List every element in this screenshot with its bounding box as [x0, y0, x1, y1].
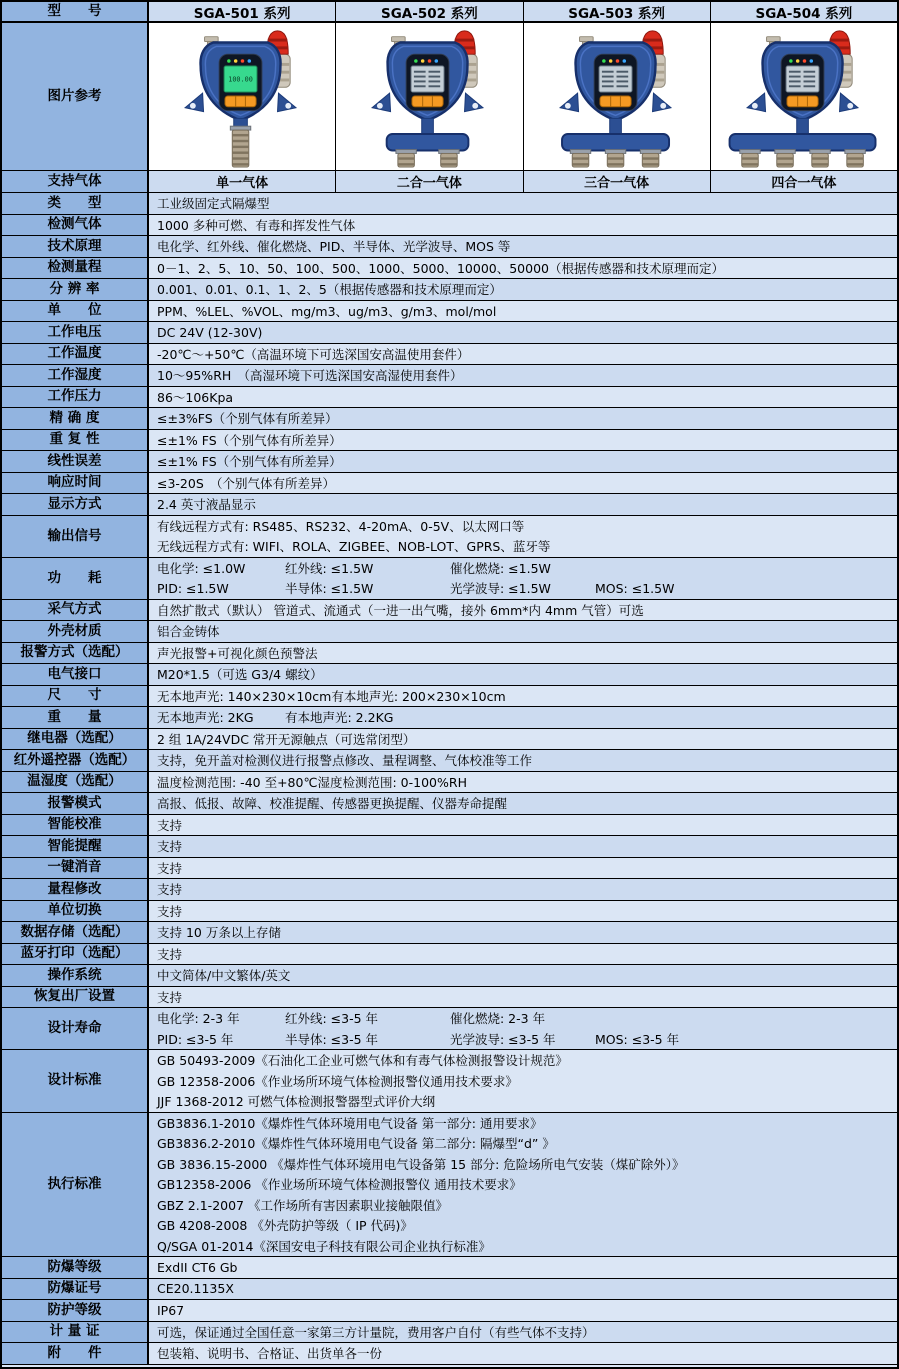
value-segment: 支持 10 万条以上存储 [157, 925, 281, 941]
row-value [149, 922, 897, 943]
value-segment: 包装箱、说明书、合格证、出货单各一份 [157, 1346, 383, 1362]
row-label: 防护等级 [2, 1300, 149, 1321]
row-value [149, 387, 897, 408]
value-segment: 温度检测范围: -40 至+80℃ [157, 774, 318, 790]
row-value [149, 1113, 897, 1257]
spec-row [2, 664, 897, 686]
product-image-SGA-502 [336, 23, 523, 170]
value-segment: 支持 [157, 903, 183, 919]
spec-row [2, 408, 897, 430]
value-segment: 光学波导: ≤1.5W [450, 581, 551, 597]
spec-row [2, 322, 897, 344]
image-reference-row [2, 23, 897, 171]
model-header-cells [149, 2, 897, 21]
value-segment: 声光报警+可视化颜色预警法 [157, 645, 318, 661]
row-value [149, 879, 897, 900]
row-label: 工作压力 [2, 387, 149, 408]
value-line [157, 1091, 897, 1112]
value-line [157, 1133, 897, 1154]
row-value [149, 621, 897, 642]
spec-row [2, 729, 897, 751]
row-label: 计 量 证 [2, 1322, 149, 1343]
value-segment: 电化学: 2-3 年 [157, 1011, 240, 1027]
row-value [149, 643, 897, 664]
row-label: 电气接口 [2, 664, 149, 685]
value-segment: GB 12358-2006《作业场所环境气体检测报警仪通用技术要求》 [157, 1073, 518, 1089]
value-segment: GB3836.2-2010《爆炸性气体环境用电气设备 第二部分: 隔爆型“d” 》 [157, 1136, 555, 1152]
value-segment: GB 4208-2008 《外壳防护等级（ IP 代码)》 [157, 1218, 413, 1234]
value-segment: 支持 [157, 839, 183, 855]
row-value [149, 793, 897, 814]
svg-text:100.00: 100.00 [228, 74, 253, 83]
value-line [157, 1050, 897, 1071]
value-segment: DC 24V (12-30V) [157, 324, 263, 340]
value-line [157, 772, 897, 793]
spec-row [2, 643, 897, 665]
value-line [157, 643, 897, 664]
spec-row [2, 365, 897, 387]
product-image-SGA-503 [524, 23, 711, 170]
row-value [149, 858, 897, 879]
row-value [149, 193, 897, 214]
value-line [157, 536, 897, 557]
row-label: 重 量 [2, 707, 149, 728]
value-segment: MOS: ≤1.5W [595, 580, 675, 596]
header-row [2, 2, 897, 23]
row-label: 分 辨 率 [2, 279, 149, 300]
row-label: 设计寿命 [2, 1008, 149, 1049]
value-line [157, 879, 897, 900]
value-segment: GB3836.1-2010《爆炸性气体环境用电气设备 第一部分: 通用要求》 [157, 1115, 543, 1131]
row-value [149, 944, 897, 965]
row-label: 采气方式 [2, 600, 149, 621]
row-value [149, 600, 897, 621]
gas-detector-four-probe-icon [713, 25, 895, 169]
value-line [157, 1071, 897, 1092]
spec-row [2, 858, 897, 880]
value-line [157, 729, 897, 750]
value-line [157, 1113, 897, 1134]
value-segment: GB 50493-2009《石油化工企业可燃气体和有毒气体检测报警设计规范》 [157, 1053, 568, 1069]
value-segment: ≤±1% FS（个别气体有所差异） [157, 454, 342, 470]
spec-row [2, 387, 897, 409]
value-line [157, 473, 897, 494]
row-label: 外壳材质 [2, 621, 149, 642]
spec-row [2, 215, 897, 237]
row-label-gas: 支持气体 [2, 171, 149, 192]
row-label: 量程修改 [2, 879, 149, 900]
row-label: 报警方式（选配） [2, 643, 149, 664]
value-segment: PID: ≤3-5 年 [157, 1031, 234, 1047]
value-segment: Q/SGA 01-2014《深国安电子科技有限公司企业执行标准》 [157, 1238, 491, 1254]
value-segment: 光学波导: ≤3-5 年 [450, 1031, 556, 1047]
value-segment: 2 组 1A/24VDC 常开无源触点（可选常闭型） [157, 731, 416, 747]
spec-row [2, 1257, 897, 1279]
row-label: 智能提醒 [2, 836, 149, 857]
row-value [149, 729, 897, 750]
value-line [157, 1257, 897, 1278]
row-value [149, 279, 897, 300]
value-segment: 高报、低报、故障、校准提醒、传感器更换提醒、仪器寿命提醒 [157, 796, 508, 812]
spec-row [2, 707, 897, 729]
row-value [149, 236, 897, 257]
value-line [157, 901, 897, 922]
value-segment: IP67 [157, 1302, 185, 1318]
value-line [157, 1008, 897, 1029]
row-value [149, 215, 897, 236]
row-label: 检测量程 [2, 258, 149, 279]
value-segment: JJF 1368-2012 可燃气体检测报警器型式评价大纲 [157, 1094, 436, 1110]
row-value [149, 750, 897, 771]
row-label: 温湿度（选配） [2, 772, 149, 793]
value-line [157, 279, 897, 300]
row-value [149, 1322, 897, 1343]
row-value [149, 1343, 897, 1364]
value-segment: ExdII CT6 Gb [157, 1259, 238, 1275]
value-segment: GB12358-2006 《作业场所环境气体检测报警仪 通用技术要求》 [157, 1177, 522, 1193]
value-segment: 催化燃烧: 2-3 年 [450, 1011, 546, 1027]
spec-row [2, 1343, 897, 1365]
row-label: 线性误差 [2, 451, 149, 472]
spec-row [2, 473, 897, 495]
value-line [157, 1154, 897, 1175]
value-segment: 湿度检测范围: 0-100%RH [317, 774, 467, 790]
value-segment: 支持，免开盖对检测仪进行报警点修改、量程调整、气体校准等工作 [157, 753, 533, 769]
row-value [149, 965, 897, 986]
value-line [157, 1322, 897, 1343]
spec-row [2, 1050, 897, 1113]
row-value [149, 1257, 897, 1278]
spec-row [2, 301, 897, 323]
value-line [157, 600, 897, 621]
spec-row [2, 922, 897, 944]
spec-row [2, 1008, 897, 1050]
spec-row [2, 344, 897, 366]
value-segment: 红外线: ≤3-5 年 [285, 1011, 379, 1027]
value-segment: 催化燃烧: ≤1.5W [450, 560, 551, 576]
value-line [157, 750, 897, 771]
row-value [149, 707, 897, 728]
value-segment: 工业级固定式隔爆型 [157, 196, 270, 212]
value-segment: 支持 [157, 946, 183, 962]
spec-row [2, 430, 897, 452]
gas-type-cell-2: 二合一气体 [336, 171, 523, 192]
value-segment: 1000 多种可燃、有毒和挥发性气体 [157, 217, 356, 233]
spec-row [2, 1113, 897, 1258]
value-line [157, 858, 897, 879]
value-segment: PID: ≤1.5W [157, 580, 229, 596]
row-value [149, 1279, 897, 1300]
row-label-model: 型 号 [2, 2, 149, 21]
value-line [157, 922, 897, 943]
row-label: 工作温度 [2, 344, 149, 365]
value-segment: GB 3836.15-2000 《爆炸性气体环境用电气设备第 15 部分: 危险场所电气安装（煤矿除外）》 [157, 1156, 685, 1172]
spec-row [2, 193, 897, 215]
model-header-1: SGA-501 系列 [149, 2, 336, 21]
value-line [157, 258, 897, 279]
spec-row [2, 944, 897, 966]
value-line [157, 686, 897, 707]
value-line [157, 301, 897, 322]
value-line [157, 1215, 897, 1236]
row-label: 数据存储（选配） [2, 922, 149, 943]
row-label: 单 位 [2, 301, 149, 322]
spec-row [2, 750, 897, 772]
gas-type-cell-4: 四合一气体 [711, 171, 897, 192]
spec-row [2, 836, 897, 858]
value-segment: 86～106Kpa [157, 389, 234, 405]
gas-type-cell-1: 单一气体 [149, 171, 336, 192]
row-label: 报警模式 [2, 793, 149, 814]
spec-row [2, 686, 897, 708]
value-line [157, 836, 897, 857]
row-value [149, 301, 897, 322]
value-segment: PPM、%LEL、%VOL、mg/m3、ug/m3、g/m3、mol/mol [157, 303, 497, 319]
spec-rows-container [2, 193, 897, 1367]
value-segment: 电化学: ≤1.0W [157, 560, 246, 576]
value-line [157, 408, 897, 429]
spec-row [2, 236, 897, 258]
value-line [157, 236, 897, 257]
row-label: 恢复出厂设置 [2, 987, 149, 1008]
value-segment: ≤±1% FS（个别气体有所差异） [157, 432, 342, 448]
value-segment: 无本地声光: 2KG [157, 710, 254, 726]
row-value [149, 408, 897, 429]
value-segment: 无线远程方式有: WIFI、ROLA、ZIGBEE、NOB-LOT、GPRS、蓝牙等 [157, 539, 551, 555]
spec-row [2, 772, 897, 794]
value-line [157, 1195, 897, 1216]
value-segment: 0－1、2、5、10、50、100、500、1000、5000、10000、50000（根据传感器和技术原理而定） [157, 260, 724, 276]
row-label: 技术原理 [2, 236, 149, 257]
spec-row [2, 621, 897, 643]
value-line [157, 1236, 897, 1257]
row-label: 红外遥控器（选配） [2, 750, 149, 771]
spec-row [2, 1279, 897, 1301]
gas-detector-two-probe-icon [338, 25, 520, 169]
row-value [149, 901, 897, 922]
row-label: 响应时间 [2, 473, 149, 494]
row-label: 防爆证号 [2, 1279, 149, 1300]
row-label: 智能校准 [2, 815, 149, 836]
row-label: 显示方式 [2, 494, 149, 515]
value-line [157, 1174, 897, 1195]
row-label: 工作电压 [2, 322, 149, 343]
value-segment: 自然扩散式（默认） 管道式、流通式（一进一出气嘴，接外 6mm*内 4mm 气管）可选 [157, 602, 644, 618]
value-line [157, 664, 897, 685]
row-label: 功 耗 [2, 558, 149, 599]
row-value [149, 1050, 897, 1112]
value-line [157, 215, 897, 236]
row-value [149, 772, 897, 793]
value-line [157, 987, 897, 1008]
value-line [157, 944, 897, 965]
spec-row [2, 494, 897, 516]
product-image-SGA-501 [149, 23, 336, 170]
row-value [149, 686, 897, 707]
value-segment: MOS: ≤3-5 年 [595, 1031, 680, 1047]
row-value [149, 365, 897, 386]
row-label: 检测气体 [2, 215, 149, 236]
row-value [149, 494, 897, 515]
product-image-cells [149, 23, 897, 170]
row-label: 防爆等级 [2, 1257, 149, 1278]
spec-row [2, 815, 897, 837]
row-label: 设计标准 [2, 1050, 149, 1112]
spec-row [2, 965, 897, 987]
value-segment: 可选，保证通过全国任意一家第三方计量院，费用客户自付（有些气体不支持） [157, 1324, 595, 1340]
value-line [157, 322, 897, 343]
row-label: 操作系统 [2, 965, 149, 986]
row-label: 继电器（选配） [2, 729, 149, 750]
value-segment: -20℃～+50℃（高温环境下可选深国安高温使用套件） [157, 346, 470, 362]
spec-row [2, 879, 897, 901]
value-segment: 0.001、0.01、0.1、1、2、5（根据传感器和技术原理而定） [157, 282, 502, 298]
spec-row [2, 516, 897, 558]
model-header-2: SGA-502 系列 [336, 2, 523, 21]
value-segment: 无本地声光: 140×230×10cm [157, 688, 332, 704]
value-line [157, 1029, 897, 1050]
spec-row [2, 600, 897, 622]
spec-row [2, 451, 897, 473]
row-label: 尺 寸 [2, 686, 149, 707]
row-value [149, 344, 897, 365]
row-value [149, 558, 897, 599]
value-segment: 电化学、红外线、催化燃烧、PID、半导体、光学波导、MOS 等 [157, 239, 511, 255]
spec-row [2, 793, 897, 815]
value-line [157, 494, 897, 515]
value-line [157, 516, 897, 537]
row-value [149, 987, 897, 1008]
value-line [157, 387, 897, 408]
row-value [149, 664, 897, 685]
gas-detector-single-probe-icon [151, 25, 333, 169]
spec-row [2, 1322, 897, 1344]
value-segment: 2.4 英寸液晶显示 [157, 497, 256, 513]
row-value [149, 1300, 897, 1321]
value-line [157, 1279, 897, 1300]
row-value [149, 258, 897, 279]
row-label: 附 件 [2, 1343, 149, 1364]
value-segment: 半导体: ≤1.5W [285, 581, 374, 597]
value-segment: 10～95%RH （高湿环境下可选深国安高湿使用套件） [157, 368, 463, 384]
value-segment: 有本地声光: 2.2KG [285, 710, 394, 726]
value-segment: 有线远程方式有: RS485、RS232、4-20mA、0-5V、以太网口等 [157, 518, 525, 534]
gas-type-cell-3: 三合一气体 [524, 171, 711, 192]
value-line [157, 430, 897, 451]
row-label: 输出信号 [2, 516, 149, 557]
value-line [157, 621, 897, 642]
value-line [157, 558, 897, 579]
value-segment: 红外线: ≤1.5W [285, 560, 374, 576]
spec-row [2, 279, 897, 301]
row-value [149, 473, 897, 494]
row-label-image: 图片参考 [2, 23, 149, 170]
row-value [149, 1008, 897, 1049]
value-segment: 半导体: ≤3-5 年 [285, 1031, 379, 1047]
row-label: 类 型 [2, 193, 149, 214]
model-header-3: SGA-503 系列 [524, 2, 711, 21]
value-segment: M20*1.5（可选 G3/4 螺纹） [157, 667, 323, 683]
value-line [157, 451, 897, 472]
value-line [157, 578, 897, 599]
value-line [157, 1343, 897, 1364]
value-segment: GBZ 2.1-2007 《工作场所有害因素职业接触限值》 [157, 1197, 448, 1213]
value-line [157, 793, 897, 814]
row-value [149, 516, 897, 557]
row-label: 执行标准 [2, 1113, 149, 1257]
spec-row [2, 987, 897, 1009]
value-segment: ≤±3%FS（个别气体有所差异） [157, 411, 338, 427]
row-label: 精 确 度 [2, 408, 149, 429]
product-image-SGA-504 [711, 23, 897, 170]
row-value [149, 451, 897, 472]
row-value [149, 836, 897, 857]
spec-row [2, 258, 897, 280]
row-label: 工作湿度 [2, 365, 149, 386]
supported-gas-row [2, 171, 897, 193]
row-value [149, 430, 897, 451]
row-label: 蓝牙打印（选配） [2, 944, 149, 965]
value-segment: 支持 [157, 817, 183, 833]
value-segment: 铝合金铸体 [157, 624, 220, 640]
row-value [149, 815, 897, 836]
value-segment: CE20.1135X [157, 1281, 234, 1297]
value-line [157, 707, 897, 728]
gas-type-cells [149, 171, 897, 192]
value-segment: 支持 [157, 860, 183, 876]
value-segment: 有本地声光: 200×230×10cm [331, 688, 506, 704]
spec-row [2, 1300, 897, 1322]
model-header-4: SGA-504 系列 [711, 2, 897, 21]
value-line [157, 815, 897, 836]
value-line [157, 193, 897, 214]
gas-detector-three-probe-icon [526, 25, 708, 169]
row-value [149, 322, 897, 343]
value-line [157, 1300, 897, 1321]
value-line [157, 344, 897, 365]
row-label: 重 复 性 [2, 430, 149, 451]
spec-row [2, 558, 897, 600]
spec-row [2, 901, 897, 923]
value-segment: 支持 [157, 882, 183, 898]
value-line [157, 965, 897, 986]
value-segment: ≤3-20S （个别气体有所差异） [157, 475, 336, 491]
value-segment: 中文简体/中文繁体/英文 [157, 968, 291, 984]
row-label: 单位切换 [2, 901, 149, 922]
value-line [157, 365, 897, 386]
row-label: 一键消音 [2, 858, 149, 879]
value-segment: 支持 [157, 989, 183, 1005]
